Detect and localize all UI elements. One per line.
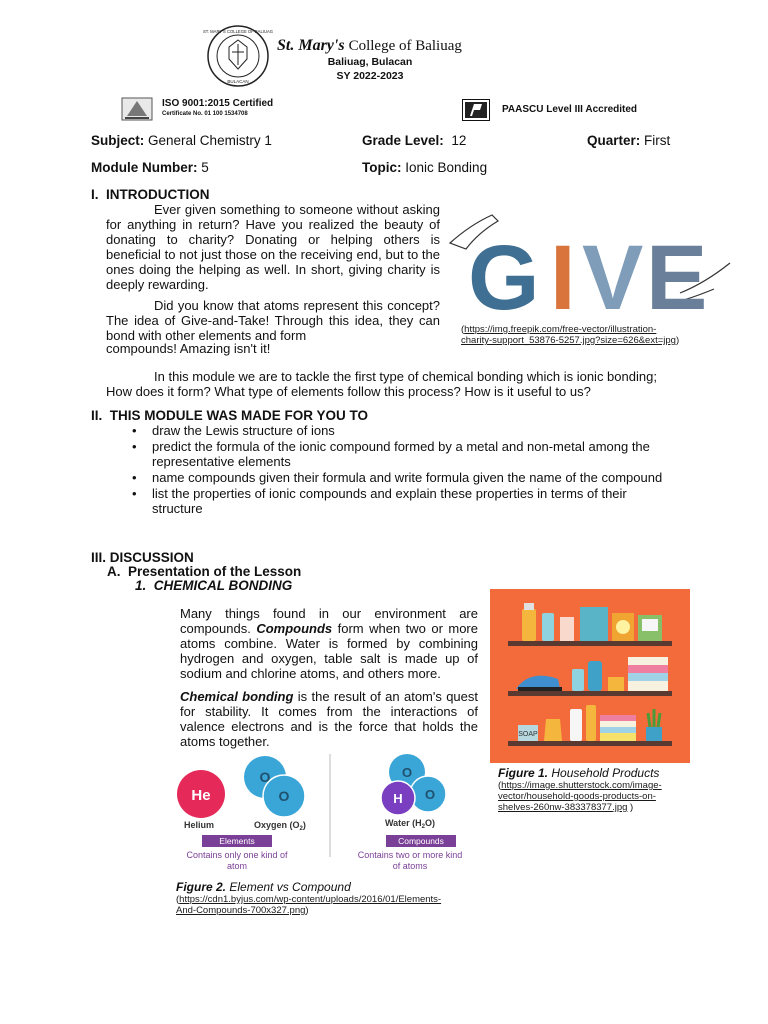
lesson-subheading: A. Presentation of the Lesson bbox=[107, 564, 302, 579]
figure1-label: Figure 1. bbox=[498, 766, 549, 780]
figure2-credit: (https://cdn1.byjus.com/wp-content/uploads/2016/01/Elements- And-Compounds-700x327.png) bbox=[176, 894, 442, 916]
chemical-bonding-subheading: 1. CHEMICAL BONDING bbox=[135, 578, 293, 593]
paascu-text: PAASCU Level III Accredited bbox=[502, 104, 638, 115]
element-vs-compound-diagram bbox=[170, 752, 470, 877]
iso-logo bbox=[121, 97, 153, 121]
introduction-heading: I. INTRODUCTION bbox=[91, 187, 210, 202]
subject-row bbox=[91, 133, 272, 148]
figure1-credit: (https://image.shutterstock.com/image- vector/household-goods-products-on- shelves-260nw-383378377.jpg ) bbox=[498, 780, 662, 813]
quarter-row bbox=[587, 133, 670, 148]
objectives-list bbox=[130, 423, 670, 517]
give-letter-v: V bbox=[582, 227, 644, 329]
intro-paragraph-2: Did you know that atoms represent this concept? The idea of Give-and-Take! Through this idea, they can bond with other elements and form bbox=[106, 298, 440, 343]
household-products-image bbox=[490, 589, 690, 763]
discussion-p1-rest: form when two or more atoms combine. Water is formed by combining hydrogen and oxygen, table salt is made up of sodium and chlorine atoms, and others more. bbox=[180, 621, 478, 681]
discussion-paragraph-2 bbox=[180, 689, 478, 749]
grade-label: Grade Level: bbox=[362, 133, 444, 148]
elements-tag: Elements bbox=[219, 836, 255, 846]
oxygen-label: Oxygen $(O_2)$ bbox=[254, 820, 306, 832]
figure2-link-2[interactable]: And-Compounds-700x327.png bbox=[176, 905, 306, 916]
intro-paragraph-1: Ever given something to someone without asking for anything in return? Have you realized the beauty of donating to charity? Donating or helping others is beneficial to not just those on the receiving end, but to the ones doing the helping as well. In short, giving charity is deeply rewarding. bbox=[106, 202, 440, 292]
objectives-heading: II. THIS MODULE WAS MADE FOR YOU TO bbox=[91, 408, 369, 423]
module-label: Module Number: bbox=[91, 160, 198, 175]
college-address: Baliuag, Bulacan bbox=[327, 56, 413, 68]
figure1-link-2[interactable]: vector/household-goods-products-on- bbox=[498, 791, 656, 802]
module-value: 5 bbox=[201, 160, 209, 175]
discussion-p1-intro: Many things found in our environment are compounds. bbox=[180, 606, 478, 636]
give-letter-g: G bbox=[468, 227, 540, 329]
helium-symbol: He bbox=[191, 787, 211, 804]
water-label: Water $(H_2O)$ bbox=[385, 818, 436, 830]
college-name bbox=[277, 37, 462, 55]
figure1-caption-text: Household Products bbox=[551, 766, 660, 780]
college-name-prefix: St. Mary's bbox=[277, 37, 345, 54]
compounds-desc-1: Contains two or more kind bbox=[357, 850, 463, 860]
give-illustration bbox=[450, 203, 730, 329]
figure1-link-3[interactable]: shelves-260nw-383378377.jpg bbox=[498, 802, 628, 813]
iso-certificate: Certificate No. 01 100 1534708 bbox=[162, 111, 248, 117]
subject-value: General Chemistry 1 bbox=[148, 133, 272, 148]
topic-value: Ionic Bonding bbox=[405, 160, 488, 175]
objective-item: • list the properties of ionic compounds and explain these properties in terms of their structure bbox=[130, 486, 670, 516]
college-seal bbox=[202, 25, 274, 87]
objective-item: • name compounds given their formula and write formula given the name of the compound bbox=[130, 470, 670, 485]
water-o-symbol-top: O bbox=[401, 765, 413, 780]
intro-paragraph-3: In this module we are to tackle the first type of chemical bonding which is ionic bonding; How does it form? What type of elements follow this process? How is it useful to us? bbox=[106, 369, 657, 399]
discussion-p2-rest: is the result of an atom's quest for stability. It comes from the interactions of valence electrons and is the force that holds the atoms together. bbox=[180, 689, 479, 749]
figure2-link-1[interactable]: https://cdn1.byjus.com/wp-content/uploads/2016/01/Elements- bbox=[179, 894, 442, 905]
college-name-suffix: College of Baliuag bbox=[348, 38, 462, 54]
seal-text-bottom: BULACAN bbox=[227, 79, 249, 84]
elements-desc-1: Contains only one kind of bbox=[186, 850, 288, 860]
compounds-term: Compounds bbox=[256, 621, 333, 636]
quarter-value: First bbox=[644, 133, 671, 148]
soap-label: SOAP bbox=[518, 731, 538, 738]
give-letter-e: E bbox=[646, 227, 708, 329]
topic-label: Topic: bbox=[362, 160, 402, 175]
give-letter-i: I bbox=[550, 227, 576, 329]
give-credit: (https://img.freepik.com/free-vector/illustration- charity-support_53876-5257.jpg?size=626&ext=jpg) bbox=[461, 324, 680, 346]
grade-row bbox=[362, 133, 466, 148]
school-year: SY 2022-2023 bbox=[336, 70, 404, 82]
objective-item: • predict the formula of the ionic compound formed by a metal and non-metal among the representative elements bbox=[130, 439, 670, 469]
intro-paragraph-2-tail: compounds! Amazing isn't it! bbox=[106, 341, 271, 356]
elements-desc-2: atom bbox=[226, 861, 248, 871]
oxygen-symbol-1: O bbox=[259, 769, 271, 785]
topic-row bbox=[362, 160, 487, 175]
water-o-symbol-right: O bbox=[424, 787, 436, 802]
quarter-label: Quarter: bbox=[587, 133, 641, 148]
helium-label: Helium bbox=[183, 820, 215, 830]
figure2-caption-text: Element vs Compound bbox=[229, 880, 351, 894]
figure2-label: Figure 2. bbox=[176, 880, 227, 894]
chemical-bonding-term: Chemical bonding bbox=[180, 689, 294, 704]
compounds-tag: Compounds bbox=[398, 836, 444, 846]
module-row bbox=[91, 160, 209, 175]
give-credit-link-1[interactable]: https://img.freepik.com/free-vector/illustration- bbox=[464, 324, 657, 335]
objective-item: • draw the Lewis structure of ions bbox=[130, 423, 670, 438]
give-credit-link-2[interactable]: charity-support_53876-5257.jpg?size=626&ext=jpg bbox=[461, 335, 676, 346]
figure1-link-1[interactable]: https://image.shutterstock.com/image- bbox=[501, 780, 662, 791]
iso-title: ISO 9001:2015 Certified bbox=[162, 98, 274, 109]
water-h-symbol: H bbox=[393, 791, 403, 806]
compounds-desc-2: of atoms bbox=[392, 861, 428, 871]
figure2-caption bbox=[176, 880, 351, 894]
figure1-caption bbox=[498, 766, 659, 780]
subject-label: Subject: bbox=[91, 133, 145, 148]
oxygen-symbol-2: O bbox=[278, 788, 290, 804]
grade-value: 12 bbox=[451, 133, 467, 148]
discussion-heading: III. DISCUSSION bbox=[91, 550, 194, 565]
paascu-logo bbox=[462, 99, 490, 121]
discussion-paragraph-1 bbox=[180, 606, 478, 681]
seal-text-top: ST. MARY'S COLLEGE OF BALIUAG bbox=[202, 29, 274, 34]
